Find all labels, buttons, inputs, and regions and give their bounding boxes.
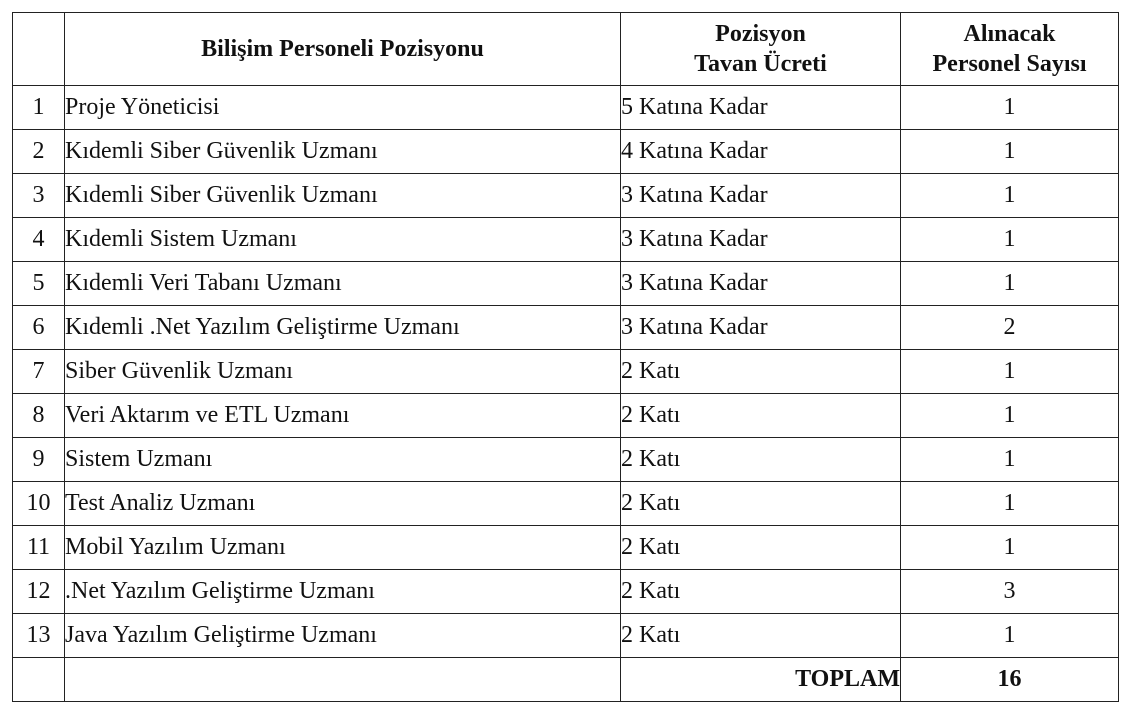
- row-ceiling-fee: 5 Katına Kadar: [621, 86, 901, 130]
- row-ceiling-fee: 3 Katına Kadar: [621, 306, 901, 350]
- table-row: [13, 438, 1119, 482]
- table-row: [13, 218, 1119, 262]
- row-number: 8: [13, 394, 65, 438]
- row-position: Java Yazılım Geliştirme Uzmanı: [65, 614, 621, 658]
- header-ceiling-fee-line1: Pozisyon: [715, 21, 806, 47]
- total-empty-number: [13, 658, 65, 702]
- table-row: [13, 130, 1119, 174]
- row-position: .Net Yazılım Geliştirme Uzmanı: [65, 570, 621, 614]
- row-number: 1: [13, 86, 65, 130]
- row-personnel-count: 1: [901, 614, 1119, 658]
- row-position: Kıdemli Siber Güvenlik Uzmanı: [65, 130, 621, 174]
- table-row: [13, 306, 1119, 350]
- row-position: Kıdemli Sistem Uzmanı: [65, 218, 621, 262]
- row-position: Kıdemli Siber Güvenlik Uzmanı: [65, 174, 621, 218]
- row-position: Veri Aktarım ve ETL Uzmanı: [65, 394, 621, 438]
- row-number: 12: [13, 570, 65, 614]
- row-ceiling-fee: 2 Katı: [621, 350, 901, 394]
- row-position: Kıdemli .Net Yazılım Geliştirme Uzmanı: [65, 306, 621, 350]
- header-position: Bilişim Personeli Pozisyonu: [65, 13, 621, 86]
- header-personnel-count-line2: Personel Sayısı: [932, 51, 1087, 77]
- row-personnel-count: 1: [901, 174, 1119, 218]
- header-personnel-count-line1: Alınacak: [963, 21, 1056, 47]
- row-ceiling-fee: 4 Katına Kadar: [621, 130, 901, 174]
- row-personnel-count: 2: [901, 306, 1119, 350]
- row-number: 6: [13, 306, 65, 350]
- row-ceiling-fee: 3 Katına Kadar: [621, 174, 901, 218]
- table-row: [13, 350, 1119, 394]
- row-personnel-count: 1: [901, 526, 1119, 570]
- row-number: 2: [13, 130, 65, 174]
- table-header-row: [13, 13, 1119, 86]
- row-ceiling-fee: 2 Katı: [621, 438, 901, 482]
- row-ceiling-fee: 3 Katına Kadar: [621, 262, 901, 306]
- row-ceiling-fee: 2 Katı: [621, 614, 901, 658]
- header-ceiling-fee-line2: Tavan Ücreti: [694, 51, 827, 77]
- row-ceiling-fee: 2 Katı: [621, 570, 901, 614]
- row-personnel-count: 1: [901, 438, 1119, 482]
- table-row: [13, 394, 1119, 438]
- row-number: 10: [13, 482, 65, 526]
- row-position: Sistem Uzmanı: [65, 438, 621, 482]
- row-personnel-count: 1: [901, 482, 1119, 526]
- table-row: [13, 174, 1119, 218]
- table-row: [13, 614, 1119, 658]
- table-row: [13, 86, 1119, 130]
- row-number: 4: [13, 218, 65, 262]
- row-ceiling-fee: 3 Katına Kadar: [621, 218, 901, 262]
- row-number: 11: [13, 526, 65, 570]
- total-empty-position: [65, 658, 621, 702]
- header-personnel-count: [901, 13, 1119, 86]
- total-row: [13, 658, 1119, 702]
- row-number: 7: [13, 350, 65, 394]
- row-ceiling-fee: 2 Katı: [621, 394, 901, 438]
- row-ceiling-fee: 2 Katı: [621, 526, 901, 570]
- total-label: TOPLAM: [621, 658, 901, 702]
- row-personnel-count: 3: [901, 570, 1119, 614]
- total-value: 16: [901, 658, 1119, 702]
- row-number: 13: [13, 614, 65, 658]
- row-position: Test Analiz Uzmanı: [65, 482, 621, 526]
- table-row: [13, 570, 1119, 614]
- header-ceiling-fee: [621, 13, 901, 86]
- personnel-position-table: [12, 12, 1119, 702]
- table-row: [13, 262, 1119, 306]
- row-position: Siber Güvenlik Uzmanı: [65, 350, 621, 394]
- row-position: Proje Yöneticisi: [65, 86, 621, 130]
- row-personnel-count: 1: [901, 218, 1119, 262]
- row-personnel-count: 1: [901, 394, 1119, 438]
- row-number: 5: [13, 262, 65, 306]
- row-position: Mobil Yazılım Uzmanı: [65, 526, 621, 570]
- row-personnel-count: 1: [901, 262, 1119, 306]
- table-row: [13, 482, 1119, 526]
- row-personnel-count: 1: [901, 86, 1119, 130]
- row-ceiling-fee: 2 Katı: [621, 482, 901, 526]
- header-number: [13, 13, 65, 86]
- row-personnel-count: 1: [901, 130, 1119, 174]
- row-number: 3: [13, 174, 65, 218]
- table-row: [13, 526, 1119, 570]
- row-number: 9: [13, 438, 65, 482]
- row-personnel-count: 1: [901, 350, 1119, 394]
- row-position: Kıdemli Veri Tabanı Uzmanı: [65, 262, 621, 306]
